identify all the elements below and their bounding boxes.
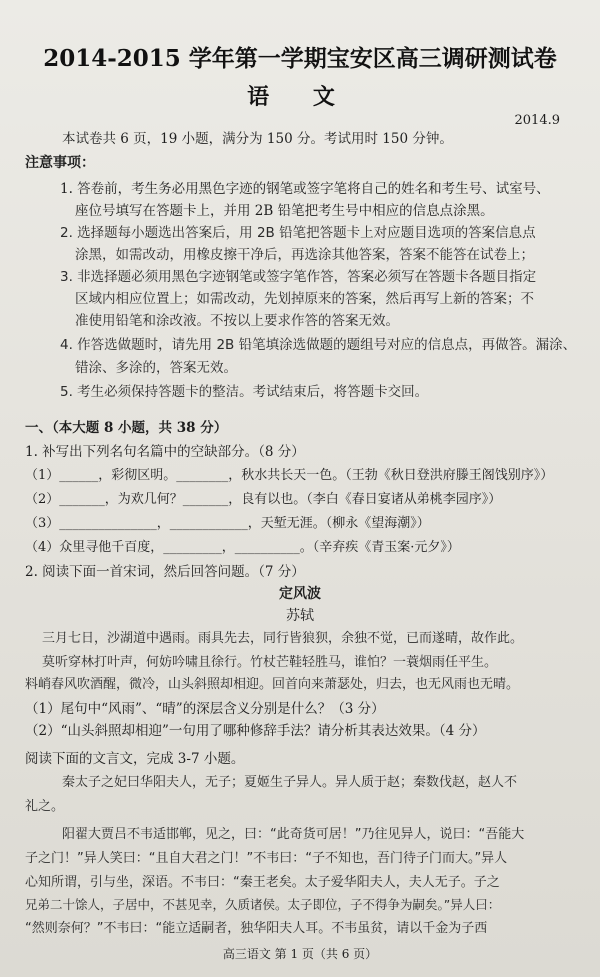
question-2: 2. 阅读下面一首宋词，然后回答问题。（7 分） [25, 564, 305, 580]
page-footer: 高三语文 第 1 页（共 6 页） [222, 947, 378, 961]
poem-title: 定风波 [279, 586, 321, 602]
subject-title: 语 文 [247, 84, 353, 110]
poem-line: 莫听穿林打叶声，何妨吟啸且徐行。竹杖芒鞋轻胜马，谁怕？一蓑烟雨任平生。 [42, 655, 498, 670]
notice-line: 区域内相应位置上；如需改动，先划掉原来的答案，然后再写上新的答案；不 [75, 291, 534, 307]
notice-line: 2. 选择题每小题选出答案后，用 2B 铅笔把答题卡上对应题目选项的答案信息点 [60, 225, 536, 241]
passage-line: 心知所谓，引与坐，深语。不韦曰：“秦王老矣。太子爱华阳夫人，夫人无子。子之 [25, 875, 500, 890]
poem-line: 料峭春风吹酒醒，微冷，山头斜照却相迎。回首向来萧瑟处，归去，也无风雨也无晴。 [25, 677, 520, 692]
notice-heading: 注意事项： [25, 155, 95, 171]
passage-line: 秦太子之妃曰华阳夫人，无子；夏姬生子异人。异人质于赵；秦数伐赵，赵人不 [62, 775, 518, 790]
passage-instruction: 阅读下面的文言文，完成 3-7 小题。 [25, 751, 245, 767]
poem-author: 苏轼 [286, 608, 314, 624]
section-heading: 一、（本大题 8 小题，共 38 分） [25, 420, 228, 436]
notice-line: 4. 作答选做题时，请先用 2B 铅笔填涂选做题的题组号对应的信息点，再做答。漏涂、 [60, 337, 577, 353]
passage-line: 阳翟大贾吕不韦适邯郸，见之，曰：“此奇货可居！”乃往见异人，说曰：“吾能大 [62, 827, 525, 842]
question-2-sub-2: （2）“山头斜照却相迎”一句用了哪种修辞手法？请分析其表达效果。（4 分） [25, 723, 486, 739]
poem-preface: 三月七日，沙湖道中遇雨。雨具先去，同行皆狼狈，余独不觉，已而遂晴，故作此。 [42, 631, 524, 646]
notice-line: 错涂、多涂的，答案无效。 [75, 360, 237, 376]
fill-blank-1: （1）______，彩彻区明。________，秋水共长天一色。（王勃《秋日登洪府滕王阁饯别序》） [25, 468, 554, 483]
question-2-sub-1: （1）尾句中“风雨”、“晴”的深层含义分别是什么？（3 分） [25, 701, 385, 717]
exam-title: 2014-2015 学年第一学期宝安区高三调研测试卷 [43, 45, 557, 72]
notice-line: 涂黑，如需改动，用橡皮擦干净后，再选涂其他答案，答案不能答在试卷上； [75, 247, 534, 263]
passage-line: 兄弟二十馀人，子居中，不甚见幸，久质诸侯。太子即位，子不得争为嗣矣。”异人曰： [25, 897, 501, 912]
question-1: 1. 补写出下列名句名篇中的空缺部分。（8 分） [25, 444, 305, 460]
notice-line: 3. 非选择题必须用黑色字迹钢笔或签字笔作答，答案必须写在答题卡各题目指定 [60, 269, 537, 285]
passage-line: 礼之。 [25, 799, 65, 814]
fill-blank-4: （4）众里寻他千百度，_________，__________。（辛弃疾《青玉案·元夕》） [25, 540, 460, 555]
exam-date: 2014.9 [514, 113, 560, 128]
fill-blank-2: （2）_______，为欢几何？_______，良有以也。（李白《春日宴诸从弟桃李园序》） [25, 492, 502, 507]
notice-line: 准使用铅笔和涂改液。不按以上要求作答的答案无效。 [75, 313, 399, 329]
passage-line: 子之门！”异人笑曰：“且自大君之门！”不韦曰：“子不知也，吾门待子门而大。”异人 [25, 851, 508, 866]
passage-line: “然则奈何？”不韦曰：“能立适嗣者，独华阳夫人耳。不韦虽贫，请以千金为子西 [25, 921, 488, 936]
intro-text: 本试卷共 6 页，19 小题，满分为 150 分。考试用时 150 分钟。 [62, 131, 453, 147]
notice-line: 1. 答卷前，考生务必用黑色字迹的钢笔或签字笔将自己的姓名和考生号、试室号、 [60, 181, 550, 197]
fill-blank-3: （3）_______________，____________，天堑无涯。（柳永《望海潮》） [25, 516, 430, 531]
notice-line: 座位号填写在答题卡上，并用 2B 铅笔把考生号中相应的信息点涂黑。 [75, 203, 494, 219]
notice-line: 5. 考生必须保持答题卡的整洁。考试结束后，将答题卡交回。 [60, 384, 429, 400]
